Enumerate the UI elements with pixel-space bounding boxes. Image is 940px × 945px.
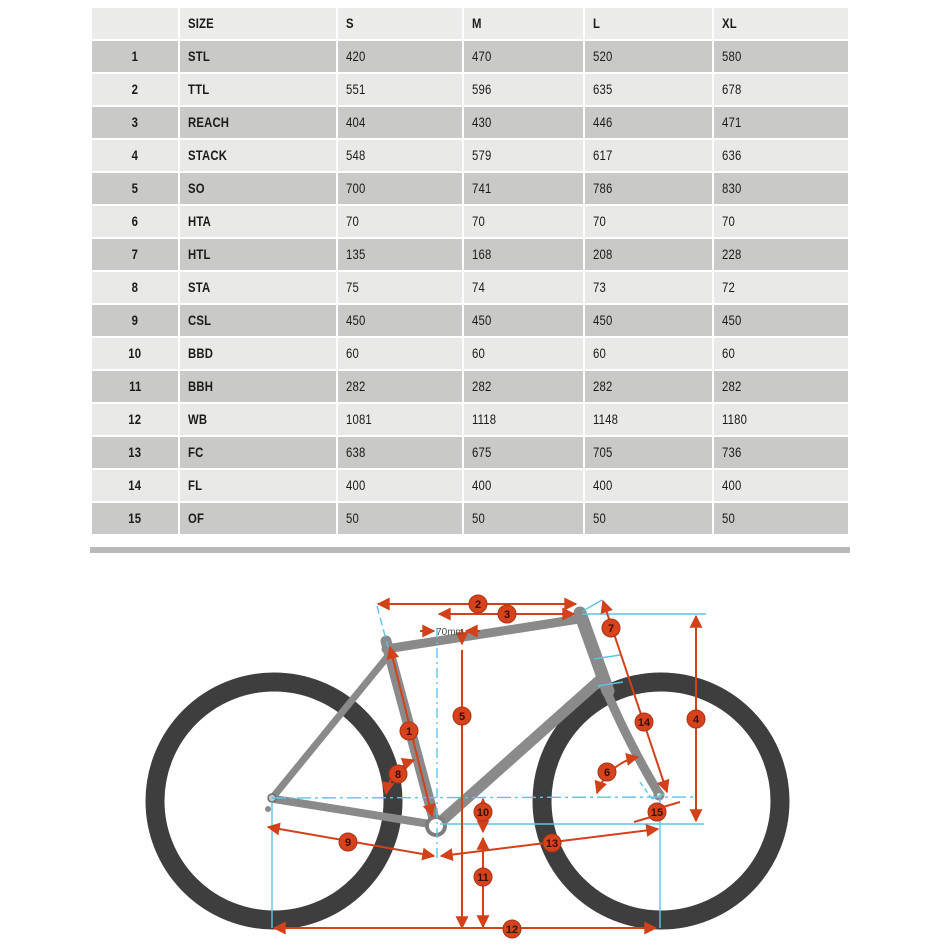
table-row <box>92 41 848 72</box>
badge-number: 2 <box>474 599 482 611</box>
value-cell-s: 400 <box>338 470 461 501</box>
dim-15-offset-tick-a <box>634 817 651 822</box>
measure-label-cell: STL <box>180 41 337 72</box>
measure-label-cell: HTL <box>180 239 337 270</box>
value-cell-xl: 736 <box>714 437 848 468</box>
headtop-connector <box>583 600 602 611</box>
value-cell-s: 404 <box>338 107 461 138</box>
measure-label-cell: WB <box>180 404 337 435</box>
badge-number: 15 <box>650 807 664 819</box>
value-cell-m: 70 <box>464 206 583 237</box>
value-cell-m: 596 <box>464 74 583 105</box>
value-cell-l: 520 <box>585 41 712 72</box>
row-number-cell: 14 <box>92 470 178 501</box>
badge-number: 14 <box>637 717 651 729</box>
measure-label-cell: STACK <box>180 140 337 171</box>
value-cell-xl: 1180 <box>714 404 848 435</box>
value-cell-l: 208 <box>585 239 712 270</box>
measure-label-cell: BBH <box>180 371 337 402</box>
value-cell-l: 446 <box>585 107 712 138</box>
header-row <box>92 8 848 39</box>
value-cell-l: 450 <box>585 305 712 336</box>
table-row <box>92 272 848 303</box>
value-cell-s: 450 <box>338 305 461 336</box>
measure-label-cell: TTL <box>180 74 337 105</box>
measure-label-cell: STA <box>180 272 337 303</box>
dim-badge-8 <box>389 765 407 783</box>
value-cell-s: 70 <box>338 206 461 237</box>
row-number-cell: 7 <box>92 239 178 270</box>
value-cell-s: 638 <box>338 437 461 468</box>
value-cell-l: 786 <box>585 173 712 204</box>
row-number-cell: 3 <box>92 107 178 138</box>
row-number-cell: 5 <box>92 173 178 204</box>
measure-label-cell: FL <box>180 470 337 501</box>
offset-70mm-label: 70mm <box>436 627 464 638</box>
chain-stay-tube <box>274 799 430 824</box>
row-number-cell: 9 <box>92 305 178 336</box>
badge-number: 1 <box>405 726 413 738</box>
header-cell-s: S <box>338 8 461 39</box>
value-cell-l: 635 <box>585 74 712 105</box>
dim-badge-13 <box>543 834 561 852</box>
row-number-cell: 4 <box>92 140 178 171</box>
badge-number: 8 <box>394 769 402 781</box>
dim-badge-3 <box>498 605 516 623</box>
value-cell-m: 450 <box>464 305 583 336</box>
dim-15-offset-tick-b <box>663 802 680 807</box>
table-row <box>92 404 848 435</box>
row-number-cell: 8 <box>92 272 178 303</box>
header-cell-xl: XL <box>714 8 848 39</box>
value-cell-l: 1148 <box>585 404 712 435</box>
value-cell-s: 135 <box>338 239 461 270</box>
badge-number: 12 <box>505 924 519 936</box>
value-cell-m: 282 <box>464 371 583 402</box>
value-cell-m: 675 <box>464 437 583 468</box>
table-row <box>92 338 848 369</box>
value-cell-s: 60 <box>338 338 461 369</box>
measure-label-cell: HTA <box>180 206 337 237</box>
measure-label-cell: REACH <box>180 107 337 138</box>
value-cell-s: 551 <box>338 74 461 105</box>
value-cell-m: 470 <box>464 41 583 72</box>
header-cell-size: SIZE <box>180 8 337 39</box>
row-number-cell: 6 <box>92 206 178 237</box>
table-row <box>92 503 848 534</box>
row-number-cell: 1 <box>92 41 178 72</box>
row-number-cell: 10 <box>92 338 178 369</box>
badge-number: 6 <box>603 767 611 779</box>
table-row <box>92 107 848 138</box>
table-row <box>92 140 848 171</box>
badge-number: 10 <box>476 807 490 819</box>
badge-number: 11 <box>477 872 489 884</box>
row-number-cell: 11 <box>92 371 178 402</box>
value-cell-xl: 228 <box>714 239 848 270</box>
badge-number: 5 <box>458 711 466 723</box>
header-cell-empty <box>92 8 178 39</box>
dim-badge-7 <box>602 619 620 637</box>
dim-badge-14 <box>635 713 653 731</box>
value-cell-l: 705 <box>585 437 712 468</box>
value-cell-xl: 70 <box>714 206 848 237</box>
value-cell-xl: 450 <box>714 305 848 336</box>
value-cell-l: 70 <box>585 206 712 237</box>
bottom-bracket <box>427 817 445 835</box>
value-cell-xl: 50 <box>714 503 848 534</box>
table-row <box>92 206 848 237</box>
row-number-cell: 13 <box>92 437 178 468</box>
value-cell-xl: 282 <box>714 371 848 402</box>
value-cell-l: 617 <box>585 140 712 171</box>
badge-number: 4 <box>692 714 700 726</box>
dim-badge-9 <box>339 833 357 851</box>
value-cell-xl: 72 <box>714 272 848 303</box>
value-cell-s: 282 <box>338 371 461 402</box>
value-cell-s: 420 <box>338 41 461 72</box>
value-cell-s: 1081 <box>338 404 461 435</box>
measure-label-cell: SO <box>180 173 337 204</box>
geometry-table-section <box>90 6 850 536</box>
front-wheel <box>542 682 780 920</box>
value-cell-s: 50 <box>338 503 461 534</box>
value-cell-m: 741 <box>464 173 583 204</box>
badge-number: 9 <box>344 837 352 849</box>
dim-badge-4 <box>687 710 705 728</box>
table-row <box>92 74 848 105</box>
badge-number: 7 <box>607 623 615 635</box>
dim-badge-12 <box>503 920 521 938</box>
derailleur-hanger <box>265 806 271 812</box>
value-cell-l: 73 <box>585 272 712 303</box>
value-cell-xl: 471 <box>714 107 848 138</box>
value-cell-xl: 636 <box>714 140 848 171</box>
value-cell-xl: 580 <box>714 41 848 72</box>
value-cell-m: 430 <box>464 107 583 138</box>
header-cell-m: M <box>464 8 583 39</box>
geometry-table-header <box>92 8 848 39</box>
value-cell-xl: 400 <box>714 470 848 501</box>
table-row <box>92 173 848 204</box>
dim-badge-11 <box>474 868 492 886</box>
row-number-cell: 15 <box>92 503 178 534</box>
row-number-cell: 2 <box>92 74 178 105</box>
value-cell-l: 400 <box>585 470 712 501</box>
measure-label-cell: BBD <box>180 338 337 369</box>
value-cell-l: 60 <box>585 338 712 369</box>
value-cell-s: 548 <box>338 140 461 171</box>
dim-badge-10 <box>474 803 492 821</box>
table-bottom-divider <box>90 547 850 553</box>
table-row <box>92 305 848 336</box>
value-cell-m: 400 <box>464 470 583 501</box>
value-cell-xl: 830 <box>714 173 848 204</box>
measure-label-cell: FC <box>180 437 337 468</box>
top-tube <box>386 619 579 649</box>
dim-badge-6 <box>598 763 616 781</box>
value-cell-l: 282 <box>585 371 712 402</box>
value-cell-m: 1118 <box>464 404 583 435</box>
geometry-table <box>90 6 850 536</box>
header-cell-l: L <box>585 8 712 39</box>
geometry-table-body <box>92 41 848 534</box>
value-cell-xl: 60 <box>714 338 848 369</box>
table-row <box>92 437 848 468</box>
badge-number: 13 <box>545 838 559 850</box>
dim-badge-15 <box>648 803 666 821</box>
value-cell-m: 579 <box>464 140 583 171</box>
value-cell-xl: 678 <box>714 74 848 105</box>
row-number-cell: 12 <box>92 404 178 435</box>
value-cell-m: 168 <box>464 239 583 270</box>
value-cell-m: 74 <box>464 272 583 303</box>
table-row <box>92 239 848 270</box>
table-row <box>92 470 848 501</box>
dim-badge-2 <box>469 595 487 613</box>
axle-height-line <box>272 797 694 798</box>
bike-geometry-diagram <box>0 580 940 940</box>
value-cell-m: 60 <box>464 338 583 369</box>
badge-number: 3 <box>503 609 511 621</box>
value-cell-s: 700 <box>338 173 461 204</box>
measure-label-cell: OF <box>180 503 337 534</box>
value-cell-s: 75 <box>338 272 461 303</box>
table-row <box>92 371 848 402</box>
dim-badge-5 <box>453 707 471 725</box>
value-cell-l: 50 <box>585 503 712 534</box>
dim-badge-1 <box>400 722 418 740</box>
bike-geometry-svg <box>0 580 940 940</box>
value-cell-m: 50 <box>464 503 583 534</box>
measure-label-cell: CSL <box>180 305 337 336</box>
